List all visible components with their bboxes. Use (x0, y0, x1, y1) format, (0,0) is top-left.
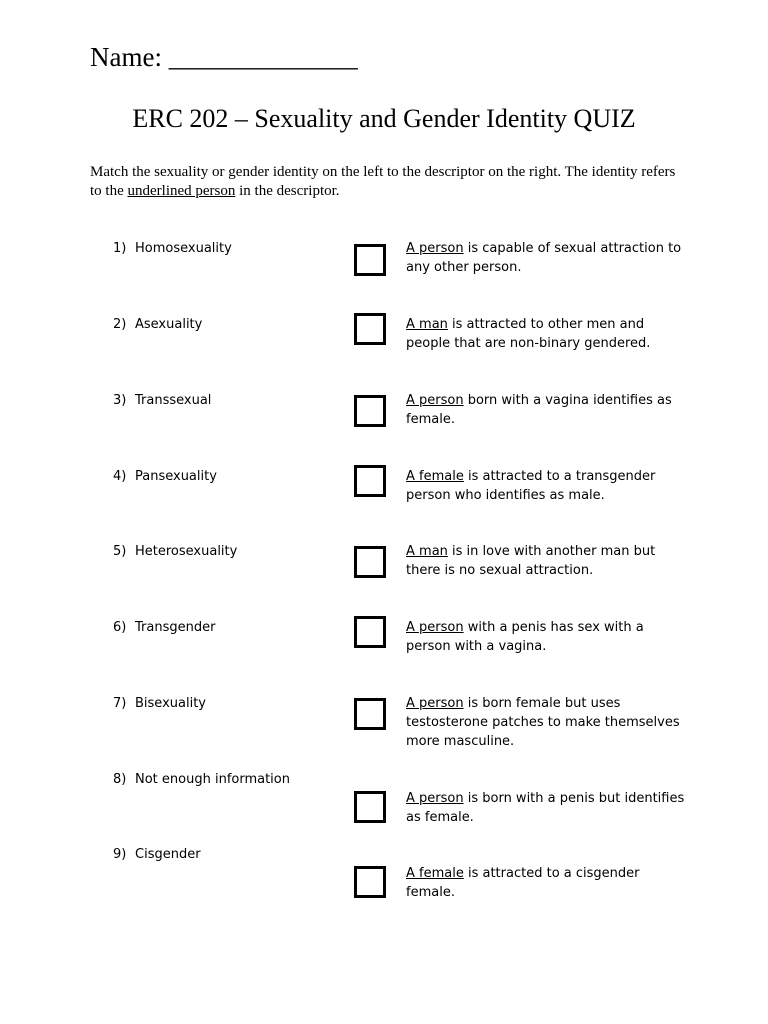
descriptor (406, 467, 691, 505)
instructions-text-end: in the descriptor. (235, 183, 340, 199)
identity-number: 3) (113, 393, 127, 408)
descriptor (406, 239, 691, 277)
quiz-title: ERC 202 – Sexuality and Gender Identity QUIZ (132, 104, 636, 133)
descriptor-subject: A person (406, 620, 464, 635)
descriptor (406, 694, 691, 751)
descriptor-text: is in love with another man but there is no sexual attraction. (406, 544, 656, 578)
name-field-line[interactable]: Name: ______________ (90, 42, 358, 72)
descriptor-subject: A female (406, 866, 464, 881)
descriptor-text: is capable of sexual attraction to any other person. (406, 241, 682, 275)
identity-item (113, 239, 232, 258)
descriptor (406, 542, 691, 580)
identity-label: Homosexuality (135, 241, 232, 256)
identity-label: Not enough information (135, 772, 290, 787)
identity-item (113, 618, 215, 637)
descriptor-subject: A female (406, 469, 464, 484)
answer-box[interactable] (354, 313, 386, 345)
descriptor (406, 391, 691, 429)
identity-label: Bisexuality (135, 696, 206, 711)
descriptor (406, 789, 691, 827)
identity-number: 2) (113, 317, 127, 332)
descriptor (406, 315, 691, 353)
answer-box[interactable] (354, 546, 386, 578)
identity-label: Pansexuality (135, 469, 217, 484)
descriptor-text: is born female but uses testosterone patches to make themselves more masculine. (406, 696, 680, 749)
identity-label: Transsexual (135, 393, 212, 408)
descriptor-subject: A man (406, 317, 448, 332)
descriptor-text: is attracted to a transgender person who identifies as male. (406, 469, 656, 503)
instructions (90, 163, 690, 201)
descriptor-text: born with a vagina identifies as female. (406, 393, 672, 427)
answer-box[interactable] (354, 244, 386, 276)
descriptor-subject: A person (406, 241, 464, 256)
answer-box[interactable] (354, 866, 386, 898)
identity-number: 9) (113, 847, 127, 862)
identity-item (113, 467, 217, 486)
descriptor-text: with a penis has sex with a person with a vagina. (406, 620, 644, 654)
answer-box[interactable] (354, 698, 386, 730)
identity-label: Transgender (135, 620, 216, 635)
identity-label: Asexuality (135, 317, 203, 332)
descriptor (406, 864, 691, 902)
identity-number: 1) (113, 241, 127, 256)
descriptor-text: is born with a penis but identifies as female. (406, 791, 685, 825)
identity-item (113, 391, 211, 410)
descriptor-subject: A person (406, 393, 464, 408)
descriptor-subject: A man (406, 544, 448, 559)
answer-box[interactable] (354, 465, 386, 497)
instructions-text-start: Match the sexuality or gender identity on the left to the descriptor on the right. The identity refers to the (90, 164, 676, 199)
identity-number: 7) (113, 696, 127, 711)
descriptor (406, 618, 691, 656)
identity-number: 8) (113, 772, 127, 787)
descriptor-subject: A person (406, 696, 464, 711)
identity-number: 6) (113, 620, 127, 635)
identity-number: 4) (113, 469, 127, 484)
identity-number: 5) (113, 544, 127, 559)
descriptor-text: is attracted to other men and people that are non-binary gendered. (406, 317, 651, 351)
identity-item (113, 770, 290, 789)
identity-label: Cisgender (135, 847, 201, 862)
descriptor-text: is attracted to a cisgender female. (406, 866, 640, 900)
instructions-underlined-term: underlined person (127, 183, 236, 199)
answer-box[interactable] (354, 616, 386, 648)
descriptor-subject: A person (406, 791, 464, 806)
identity-item (113, 845, 201, 864)
answer-box[interactable] (354, 791, 386, 823)
answer-box[interactable] (354, 395, 386, 427)
identity-label: Heterosexuality (135, 544, 238, 559)
identity-item (113, 694, 206, 713)
identity-item (113, 315, 202, 334)
identity-item (113, 542, 237, 561)
